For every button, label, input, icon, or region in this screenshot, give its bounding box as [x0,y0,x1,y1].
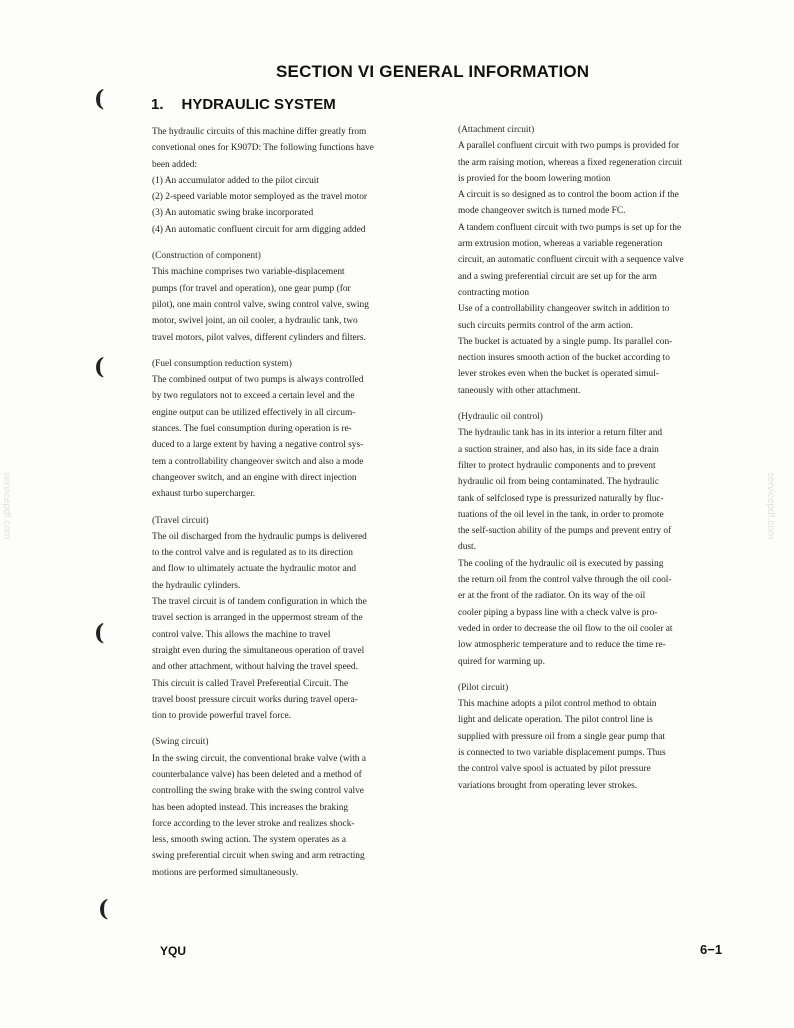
text-line: (1) An accumulator added to the pilot circuit [152,175,319,186]
text-line: by two regulators not to exceed a certain level and the [152,391,355,402]
text-line: the hydraulic cylinders. [152,580,241,591]
text-line: contracting motion [458,287,530,298]
text-line: exhaust turbo supercharger. [152,489,256,500]
text-line: and flow to ultimately actuate the hydraulic motor and [152,564,357,575]
text-line: nection insures smooth action of the bucket according to [458,353,670,364]
text-line: The bucket is actuated by a single pump. Its parallel con- [458,336,673,347]
text-line: quired for warming up. [458,656,545,667]
text-line: is provied for the boom lowering motion [458,173,611,184]
text-line: veded in order to decrease the oil flow to the oil cooler at [458,623,673,634]
subsection-heading [151,96,336,113]
subheading: (Hydraulic oil control) [458,412,543,423]
text-line: motions are performed simultaneously. [152,867,299,878]
subheading: (Pilot circuit) [458,682,509,693]
watermark-right: servicepdf.com [765,472,776,540]
text-line: lever strokes even when the bucket is operated simul- [458,369,659,380]
text-line: the control valve spool is actuated by pilot pressure [458,764,651,775]
footer-model-code: YQU [160,944,187,958]
text-line: hydraulic oil from being contaminated. The hydraulic [458,477,660,488]
text-line: The cooling of the hydraulic oil is executed by passing [458,558,664,569]
text-line: light and delicate operation. The pilot control line is [458,715,653,726]
text-line: has been adopted instead. This increases the braking [152,802,349,813]
text-line: This machine comprises two variable-displacement [152,267,345,278]
text-line: filter to protect hydraulic components and to prevent [458,460,656,471]
text-line: less, smooth swing action. The system operates as a [152,835,347,846]
left-text-column [152,124,436,881]
text-line: straight even during the simultaneous operation of travel [152,645,365,656]
text-line: taneously with other attachment. [458,385,581,396]
text-line: the arm raising motion, whereas a fixed regeneration circuit [458,157,683,168]
paragraph-gap [152,724,436,734]
subheading: (Fuel consumption reduction system) [152,358,292,369]
text-line: such circuits permits control of the arm action. [458,320,633,331]
text-line: The oil discharged from the hydraulic pumps is delivered [152,531,367,542]
text-line: travel motors, pilot valves, different cylinders and filters. [152,332,366,343]
text-line: variations brought from operating lever strokes. [458,780,638,791]
text-line: (3) An automatic swing brake incorporated [152,208,314,219]
subsection-title: HYDRAULIC SYSTEM [181,96,336,113]
text-line: (2) 2-speed variable motor semployed as the travel motor [152,192,368,203]
text-line: A parallel confluent circuit with two pumps is provided for [458,141,680,152]
text-line: been added: [152,159,198,170]
subheading: (Travel circuit) [152,515,209,526]
text-line: er at the front of the radiator. On its way of the oil [458,591,646,602]
paragraph-gap [152,503,436,513]
text-line: control valve. This allows the machine to travel [152,629,331,640]
text-line: duced to a large extent by having a negative control sys- [152,440,364,451]
text-line: force according to the lever stroke and realizes shock- [152,818,355,829]
text-line: The travel circuit is of tandem configuration in which the [152,597,367,608]
text-line: motor, swivel joint, an oil cooler, a hydraulic tank, two [152,316,358,327]
page-number: 6−1 [700,942,723,957]
text-line: This circuit is called Travel Preferential Circuit. The [152,678,349,689]
text-line: mode changeover switch is turned mode FC. [458,206,626,217]
text-line: tem a controllability changeover switch and also a mode [152,456,364,467]
text-line: counterbalance valve) has been deleted and a method of [152,769,362,780]
text-line: changeover switch, and an engine with direct injection [152,472,357,483]
text-line: low atmospheric temperature and to reduce the time re- [458,640,666,651]
text-line: Use of a controllability changeover switch in addition to [458,304,670,315]
text-line: supplied with pressure oil from a single gear pump that [458,731,665,742]
text-line: and other attachment, without halving the travel speed. [152,662,358,673]
binder-hole-mark: ( [94,354,105,380]
binder-hole-mark: ( [94,86,105,112]
text-line: A circuit is so designed as to control the boom action if the [458,190,679,201]
text-line: swing preferential circuit when swing and arm retracting [152,851,365,862]
right-text-column [458,122,742,794]
text-line: A tandem confluent circuit with two pumps is set up for the [458,222,682,233]
subheading: (Attachment circuit) [458,125,535,135]
text-line: and a swing preferential circuit are set up for the arm [458,271,657,282]
text-line: tank of selfclosed type is pressurized naturally by fluc- [458,493,664,504]
text-line: pumps (for travel and operation), one gear pump (for [152,283,351,294]
paragraph-gap [458,670,742,680]
binder-hole-mark: ( [98,896,109,922]
text-line: The hydraulic circuits of this machine differ greatly from [152,127,367,137]
paragraph-gap [152,238,436,248]
subheading: (Swing circuit) [152,737,209,748]
paragraph-gap [458,399,742,409]
text-line: controlling the swing brake with the swing control valve [152,786,364,797]
text-line: circuit, an automatic confluent circuit with a sequence valve [458,255,684,266]
text-line: This machine adopts a pilot control method to obtain [458,699,657,710]
text-line: tuations of the oil level in the tank, in order to promote [458,509,664,520]
text-line: a suction strainer, and also has, in its side face a drain [458,444,659,455]
text-line: engine output can be utilized effectively in all circum- [152,407,356,418]
text-line: cooler piping a bypass line with a check valve is pro- [458,607,658,618]
text-line: the self-suction ability of the pumps and prevent entry of [458,526,672,537]
text-line: (4) An automatic confluent circuit for arm digging added [152,224,366,235]
subsection-number: 1. [151,96,164,113]
text-line: tion to provide powerful travel force. [152,711,292,722]
text-line: pilot), one main control valve, swing control valve, swing [152,299,369,310]
text-line: stances. The fuel consumption during operation is re- [152,424,352,435]
text-line: In the swing circuit, the conventional brake valve (with a [152,753,366,764]
watermark-left: servicepdf.com [1,472,12,540]
text-line: travel section is arranged in the uppermost stream of the [152,613,363,624]
text-line: The combined output of two pumps is always controlled [152,375,364,386]
text-line: The hydraulic tank has in its interior a return filter and [458,428,663,439]
text-line: convetional ones for K907D: The following functions have [152,143,374,154]
text-line: to the control valve and is regulated as to its direction [152,548,353,559]
text-line: arm extrusion motion, whereas a variable regeneration [458,239,663,250]
text-line: travel boost pressure circuit works during travel opera- [152,694,358,705]
text-line: dust. [458,542,476,553]
paragraph-gap [152,346,436,356]
section-title: SECTION VI GENERAL INFORMATION [276,62,590,81]
text-line: the return oil from the control valve through the oil cool- [458,575,672,586]
binder-hole-mark: ( [94,620,105,646]
subheading: (Construction of component) [152,251,261,262]
text-line: is connected to two variable displacement pumps. Thus [458,747,666,758]
